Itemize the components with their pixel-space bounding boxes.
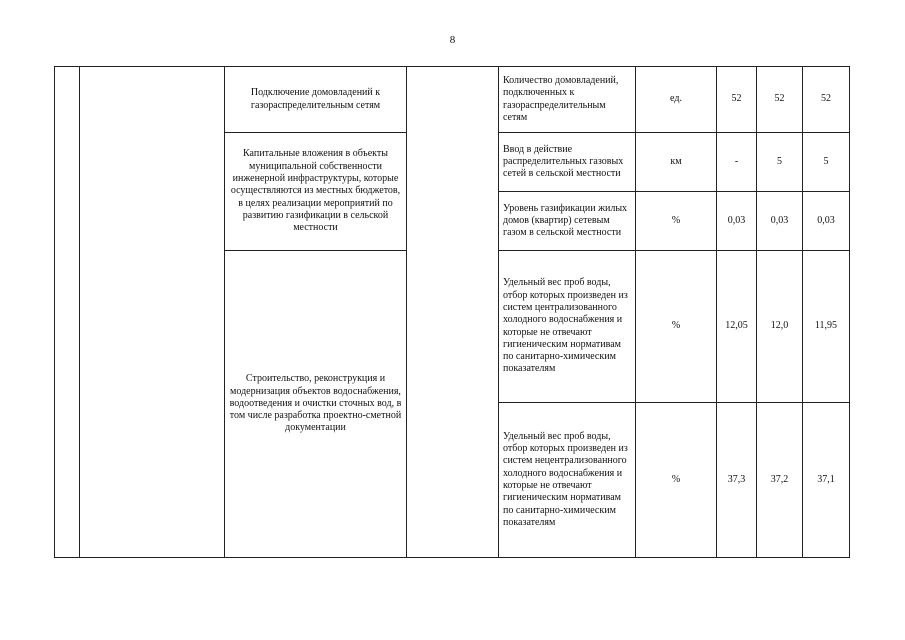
measure-cell: Капитальные вложения в объекты муниципальной собственности инженерной инфраструктуры, которые осуществляются из местных бюджетов, в целях реализации мероприятий по развитию газификации в сельской местности [225, 133, 407, 251]
value-cell: 52 [757, 67, 803, 133]
value-cell: - [717, 133, 757, 192]
unit-cell: % [636, 251, 717, 403]
value-cell: 12,05 [717, 251, 757, 403]
value-cell: 0,03 [803, 192, 850, 251]
empty-number-column [55, 67, 80, 558]
value-cell: 52 [717, 67, 757, 133]
measure-cell: Строительство, реконструкция и модернизация объектов водоснабжения, водоотведения и очистки сточных вод, в том числе разработка проектно-сметной документации [225, 251, 407, 558]
value-cell: 11,95 [803, 251, 850, 403]
table-row [55, 67, 850, 133]
page-number: 8 [449, 34, 456, 46]
program-indicators-table [54, 66, 850, 558]
unit-cell: % [636, 192, 717, 251]
indicator-cell: Количество домовладений, подключенных к газораспределительным сетям [499, 67, 636, 133]
value-cell: 37,3 [717, 403, 757, 558]
indicator-cell: Уровень газификации жилых домов (квартир) сетевым газом в сельской местности [499, 192, 636, 251]
indicator-cell: Ввод в действие распределительных газовых сетей в сельской местности [499, 133, 636, 192]
value-cell: 52 [803, 67, 850, 133]
unit-cell: ед. [636, 67, 717, 133]
indicator-cell: Удельный вес проб воды, отбор которых произведен из систем нецентрализованного холодного водоснабжения и которые не отвечают гигиеническим нормативам по санитарно-химическим показателям [499, 403, 636, 558]
empty-goal-column [80, 67, 225, 558]
value-cell: 0,03 [717, 192, 757, 251]
value-cell: 5 [757, 133, 803, 192]
indicator-cell: Удельный вес проб воды, отбор которых произведен из систем централизованного холодного водоснабжения и которые не отвечают гигиеническим нормативам по санитарно-химическим показателям [499, 251, 636, 403]
unit-cell: % [636, 403, 717, 558]
value-cell: 37,2 [757, 403, 803, 558]
unit-cell: км [636, 133, 717, 192]
value-cell: 5 [803, 133, 850, 192]
empty-executor-column [407, 67, 499, 558]
value-cell: 12,0 [757, 251, 803, 403]
value-cell: 37,1 [803, 403, 850, 558]
value-cell: 0,03 [757, 192, 803, 251]
measure-cell: Подключение домовладений к газораспределительным сетям [225, 67, 407, 133]
